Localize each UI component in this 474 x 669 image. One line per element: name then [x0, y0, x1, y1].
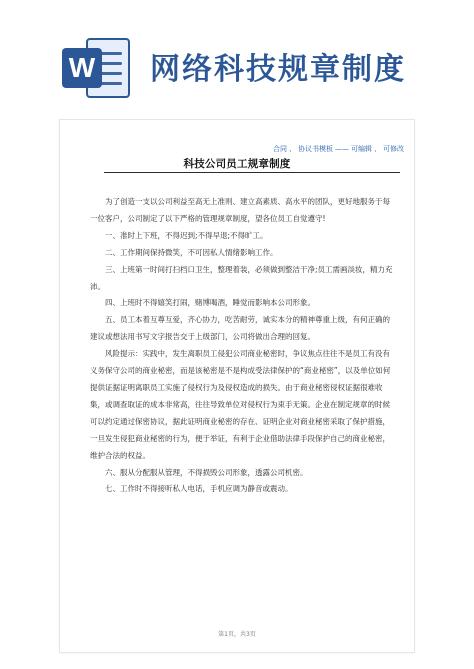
page-footer: 第1页，共3页 — [218, 631, 256, 638]
document-page — [60, 120, 414, 652]
document-banner — [0, 0, 474, 118]
link-modifiable[interactable]: 可修改 — [383, 145, 404, 153]
paragraph-5: 五、员工本着互尊互爱，齐心协力，吃苦耐劳，诚实本分的精神尊重上级，有何正确的建议或想法用书写文字报告交于上级部门，公司将做出合理的回复。 — [90, 315, 390, 342]
risk-note: 风险提示：实践中，发生离职员工侵犯公司商业秘密时，争议焦点往往不是员工有没有义务保守公司的商业秘密，而是该秘密是不是构成受法律保护的“商业秘密”，以及单位如何提供证据证明离职员工实施了侵权行为及侵权造成的损失。由于商业秘密侵权证据很难收集，或调查取证的成本非常高，往往导致单位对侵权行为束手无策。企业在制定规章的时候可以约定通过保密协议，据此证明商业秘密的存在、证明企业对商业秘密采取了保护措施，一旦发生侵犯商业秘密的行为，便于举证，有利于企业借助法律手段保护自己的商业秘密，维护合法的权益。 — [90, 349, 391, 460]
paragraph-intro: 为了创造一支以公司利益至高无上准则、建立高素质、高水平的团队，更好地服务于每一位客户，公司制定了以下严格的管理规章制度，望各位员工自觉遵守! — [90, 197, 390, 223]
word-icon — [62, 38, 134, 98]
link-contract[interactable]: 合同 — [273, 145, 287, 153]
paragraph-3: 三、上班第一时间打扫档口卫生，整理着装，必须做到整洁干净;员工需画淡妆，精力充沛。 — [90, 264, 393, 291]
title-divider — [104, 172, 400, 173]
paragraph-1: 一、准时上下班，不得迟到;不得早退;不得旷工。 — [105, 230, 268, 240]
paragraph-6: 六、服从分配服从管理，不得损毁公司形象，透露公司机密。 — [105, 467, 308, 477]
banner-title: 网络科技规章制度 — [150, 52, 406, 87]
link-editable[interactable]: 可编辑 — [351, 145, 372, 153]
paragraph-4: 四、上班时不得嬉笑打闹，赌博喝酒，睡觉而影响本公司形象。 — [105, 298, 315, 308]
link-template[interactable]: 协议书模板 — [298, 145, 333, 153]
paragraph-7: 七、工作时不得接听私人电话，手机应调为静音或震动。 — [105, 484, 293, 494]
document-title: 科技公司员工规章制度 — [183, 158, 291, 170]
document-body — [90, 194, 394, 498]
paragraph-2: 二、工作期间保持微笑，不可因私人情绪影响工作。 — [105, 247, 278, 257]
word-letter: W — [62, 48, 102, 88]
header-links: 合同 、 协议书模板 —— 可编辑 、 可修改 — [273, 145, 404, 153]
